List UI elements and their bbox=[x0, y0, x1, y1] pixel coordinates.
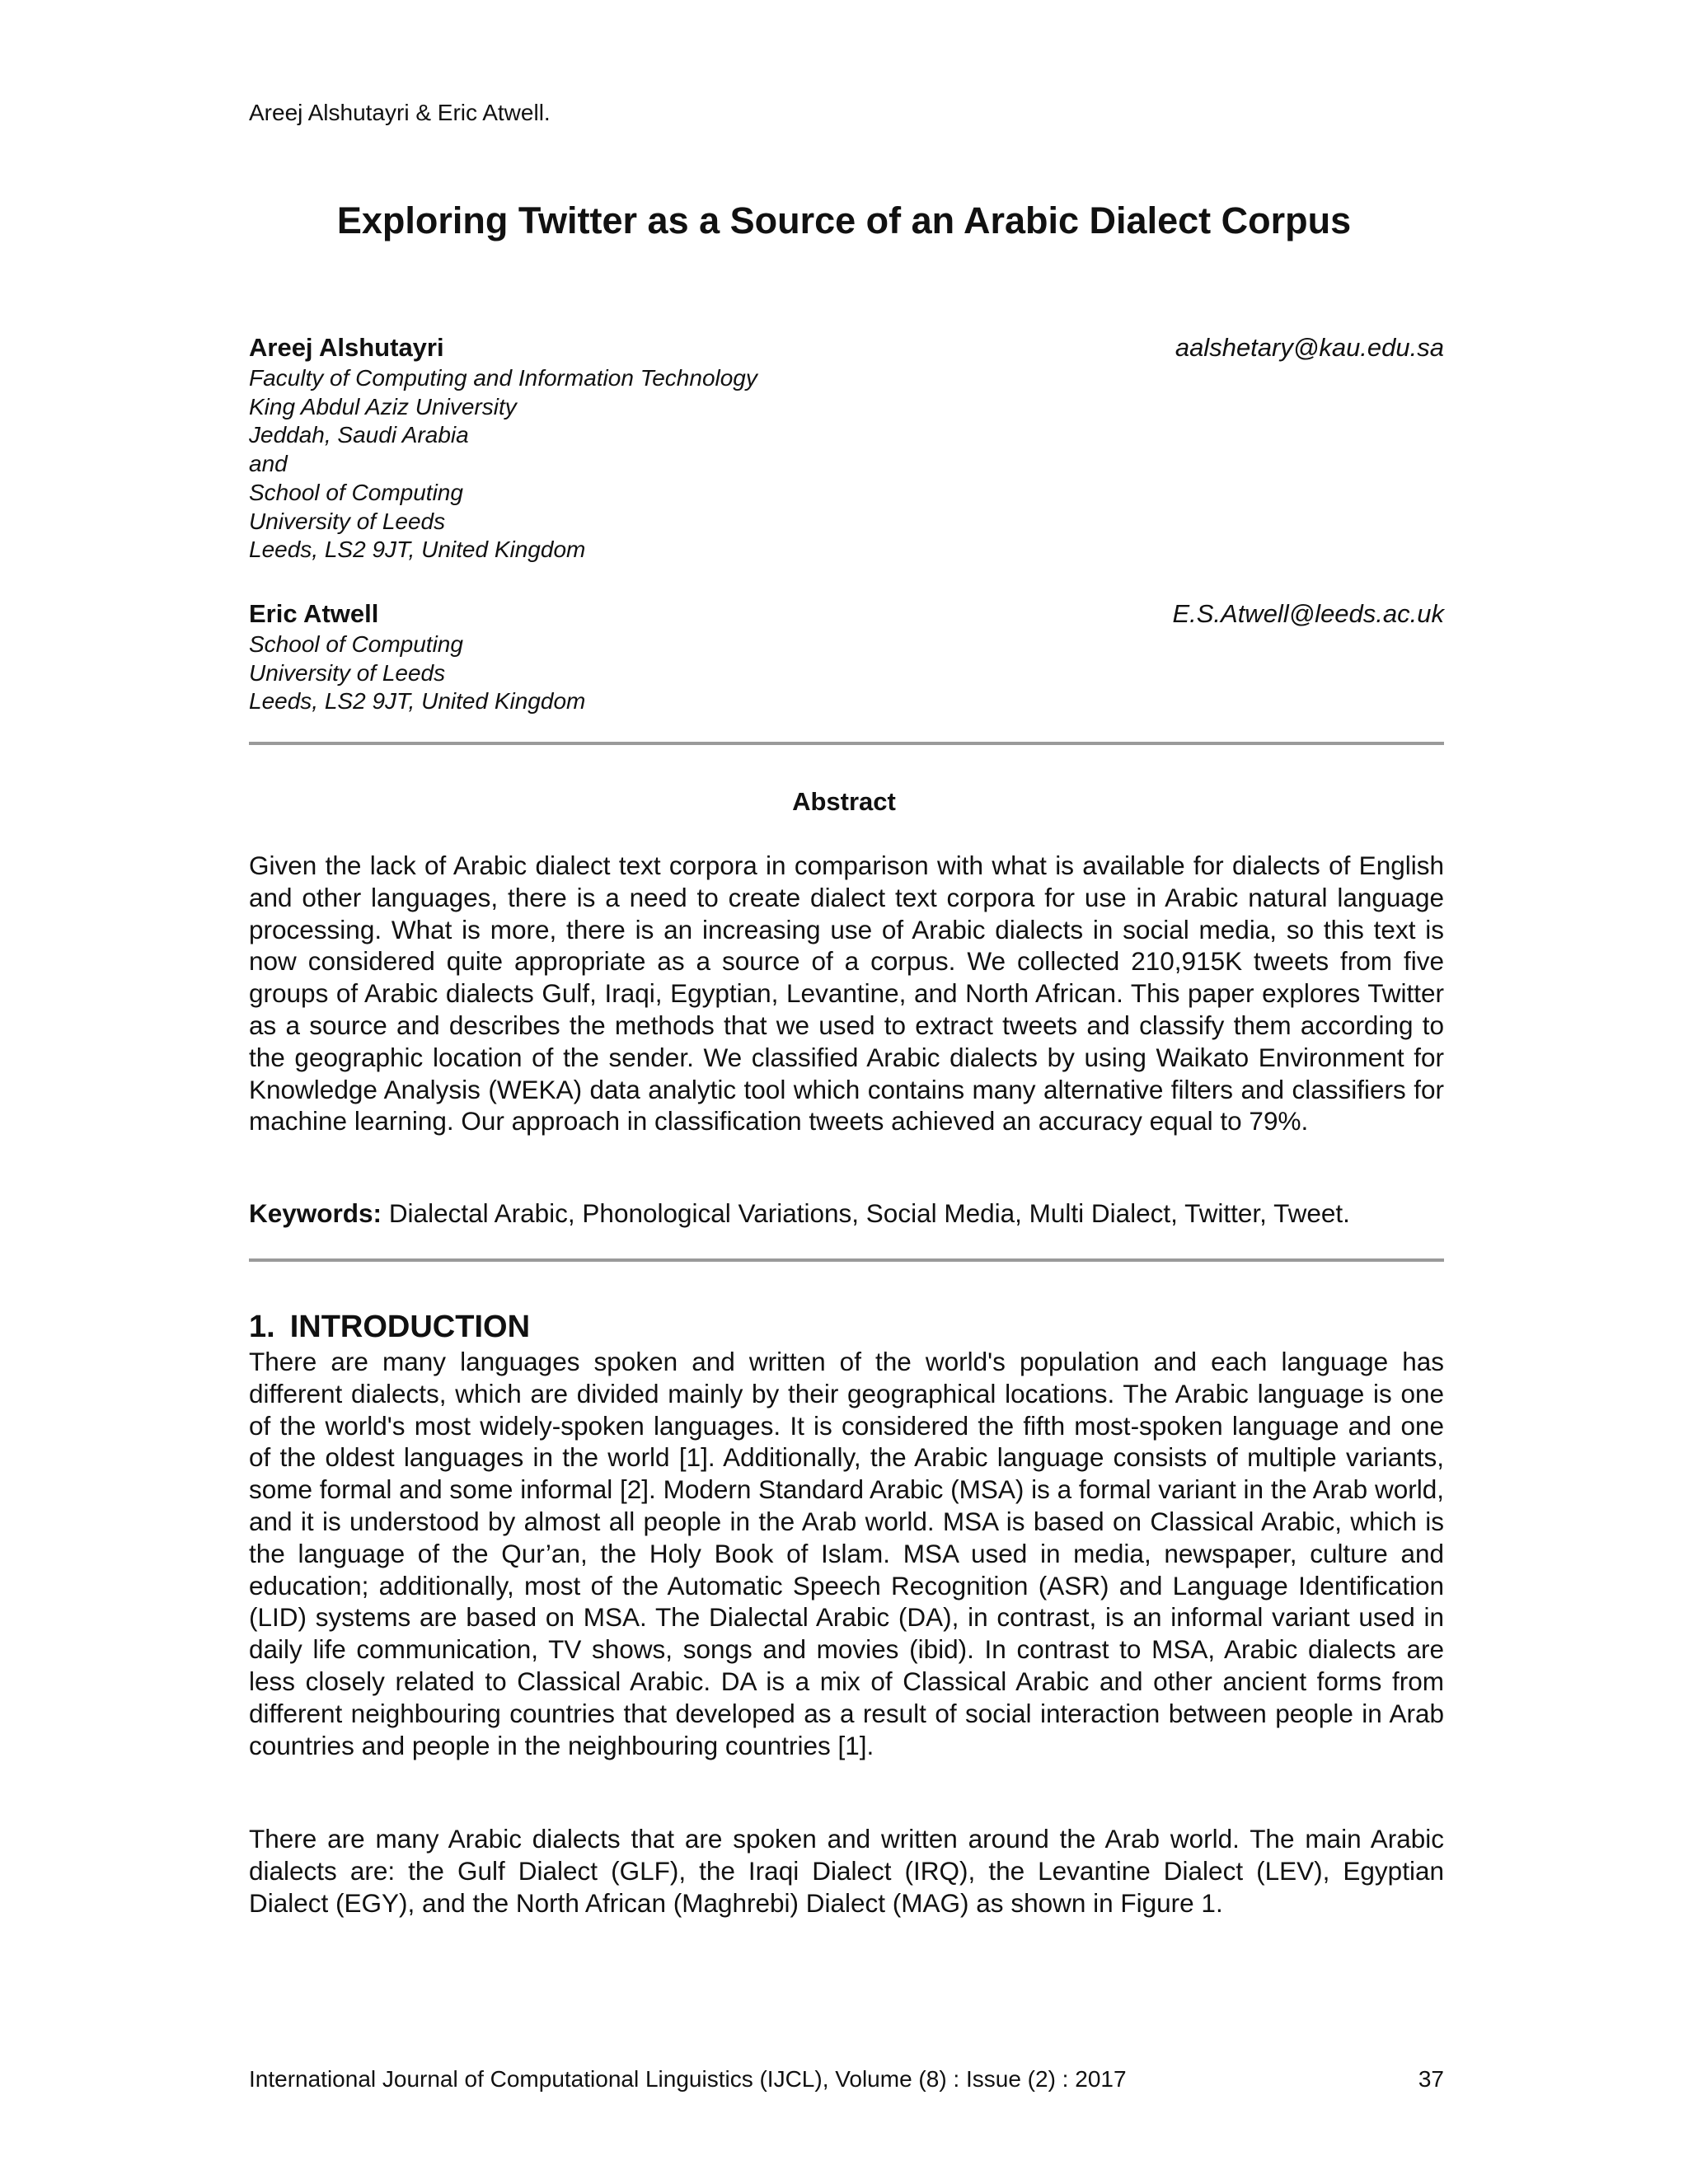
section-title: INTRODUCTION bbox=[289, 1310, 531, 1344]
affiliation-line: Faculty of Computing and Information Technology bbox=[249, 365, 757, 391]
horizontal-rule bbox=[249, 1258, 1444, 1262]
page-footer bbox=[249, 2065, 1444, 2093]
affiliation-line: King Abdul Aziz University bbox=[249, 393, 517, 419]
keywords-text: Dialectal Arabic, Phonological Variations, Social Media, Multi Dialect, Twitter, Tweet. bbox=[388, 1198, 1350, 1228]
footer-journal: International Journal of Computational Linguistics (IJCL), Volume (8) : Issue (2) : 2017 bbox=[249, 2066, 1127, 2092]
keywords bbox=[249, 1197, 1444, 1230]
affiliation-line: University of Leeds bbox=[249, 508, 446, 534]
affiliation-line: Jeddah, Saudi Arabia bbox=[249, 422, 469, 448]
section-number: 1. bbox=[249, 1310, 275, 1344]
running-head: Areej Alshutayri & Eric Atwell. bbox=[249, 100, 551, 125]
author-name: Areej Alshutayri bbox=[249, 333, 444, 362]
affiliation-line: and bbox=[249, 451, 288, 477]
section-heading bbox=[249, 1309, 530, 1345]
affiliation-line: University of Leeds bbox=[249, 659, 446, 686]
affiliation-line: School of Computing bbox=[249, 631, 463, 657]
paper-title: Exploring Twitter as a Source of an Arabic Dialect Corpus bbox=[336, 199, 1352, 241]
author-email: E.S.Atwell@leeds.ac.uk bbox=[1172, 599, 1444, 628]
affiliation-line: Leeds, LS2 9JT, United Kingdom bbox=[249, 537, 586, 563]
horizontal-rule bbox=[249, 742, 1444, 745]
body-paragraph: There are many Arabic dialects that are spoken and written around the Arab world. The main Arabic dialects are: the Gulf Dialect (GLF), the Iraqi Dialect (IRQ), the Levantine Dialect (LEV), Egyptian Dialect (EGY), and the North African (Maghrebi) Dialect (MAG) as shown in Figure 1. bbox=[249, 1824, 1444, 1918]
author-block bbox=[249, 331, 1444, 565]
affiliation-line: Leeds, LS2 9JT, United Kingdom bbox=[249, 688, 586, 715]
abstract-heading: Abstract bbox=[792, 787, 896, 816]
author-block bbox=[249, 598, 1444, 716]
abstract-text: Given the lack of Arabic dialect text corpora in comparison with what is available for dialects of English and other languages, there is a need to create dialect text corpora for use in Arabic natural language processing. What is more, there is an increasing use of Arabic dialects in social media, so this text is now considered quite appropriate as a source of a corpus. We collected 210,915K tweets from five groups of Arabic dialects Gulf, Iraqi, Egyptian, Levantine, and North African. This paper explores Twitter as a source and describes the methods that we used to extract tweets and classify them according to the geographic location of the sender. We classified Arabic dialects by using Waikato Environment for Knowledge Analysis (WEKA) data analytic tool which contains many alternative filters and classifiers for machine learning. Our approach in classification tweets achieved an accuracy equal to 79%. bbox=[249, 851, 1444, 1137]
affiliation-line: School of Computing bbox=[249, 479, 463, 505]
keywords-label: Keywords: bbox=[249, 1198, 382, 1228]
page-number: 37 bbox=[1418, 2066, 1444, 2092]
author-email: aalshetary@kau.edu.sa bbox=[1175, 333, 1444, 362]
author-name: Eric Atwell bbox=[249, 599, 379, 628]
body-paragraph: There are many languages spoken and written of the world's population and each language has different dialects, which are divided mainly by their geographical locations. The Arabic language is one of the world's most widely-spoken languages. It is considered the fifth most-spoken language and one of the oldest languages in the world [1]. Additionally, the Arabic language consists of multiple variants, some formal and some informal [2]. Modern Standard Arabic (MSA) is a formal variant in the Arab world, and it is understood by almost all people in the Arab world. MSA is based on Classical Arabic, which is the language of the Qur’an, the Holy Book of Islam. MSA used in media, newspaper, culture and education; additionally, most of the Automatic Speech Recognition (ASR) and Language Identification (LID) systems are based on MSA. The Dialectal Arabic (DA), in contrast, is an informal variant used in daily life communication, TV shows, songs and movies (ibid). In contrast to MSA, Arabic dialects are less closely related to Classical Arabic. DA is a mix of Classical Arabic and other ancient forms from different neighbouring countries that developed as a result of social interaction between people in Arab countries and people in the neighbouring countries [1]. bbox=[249, 1347, 1444, 1760]
